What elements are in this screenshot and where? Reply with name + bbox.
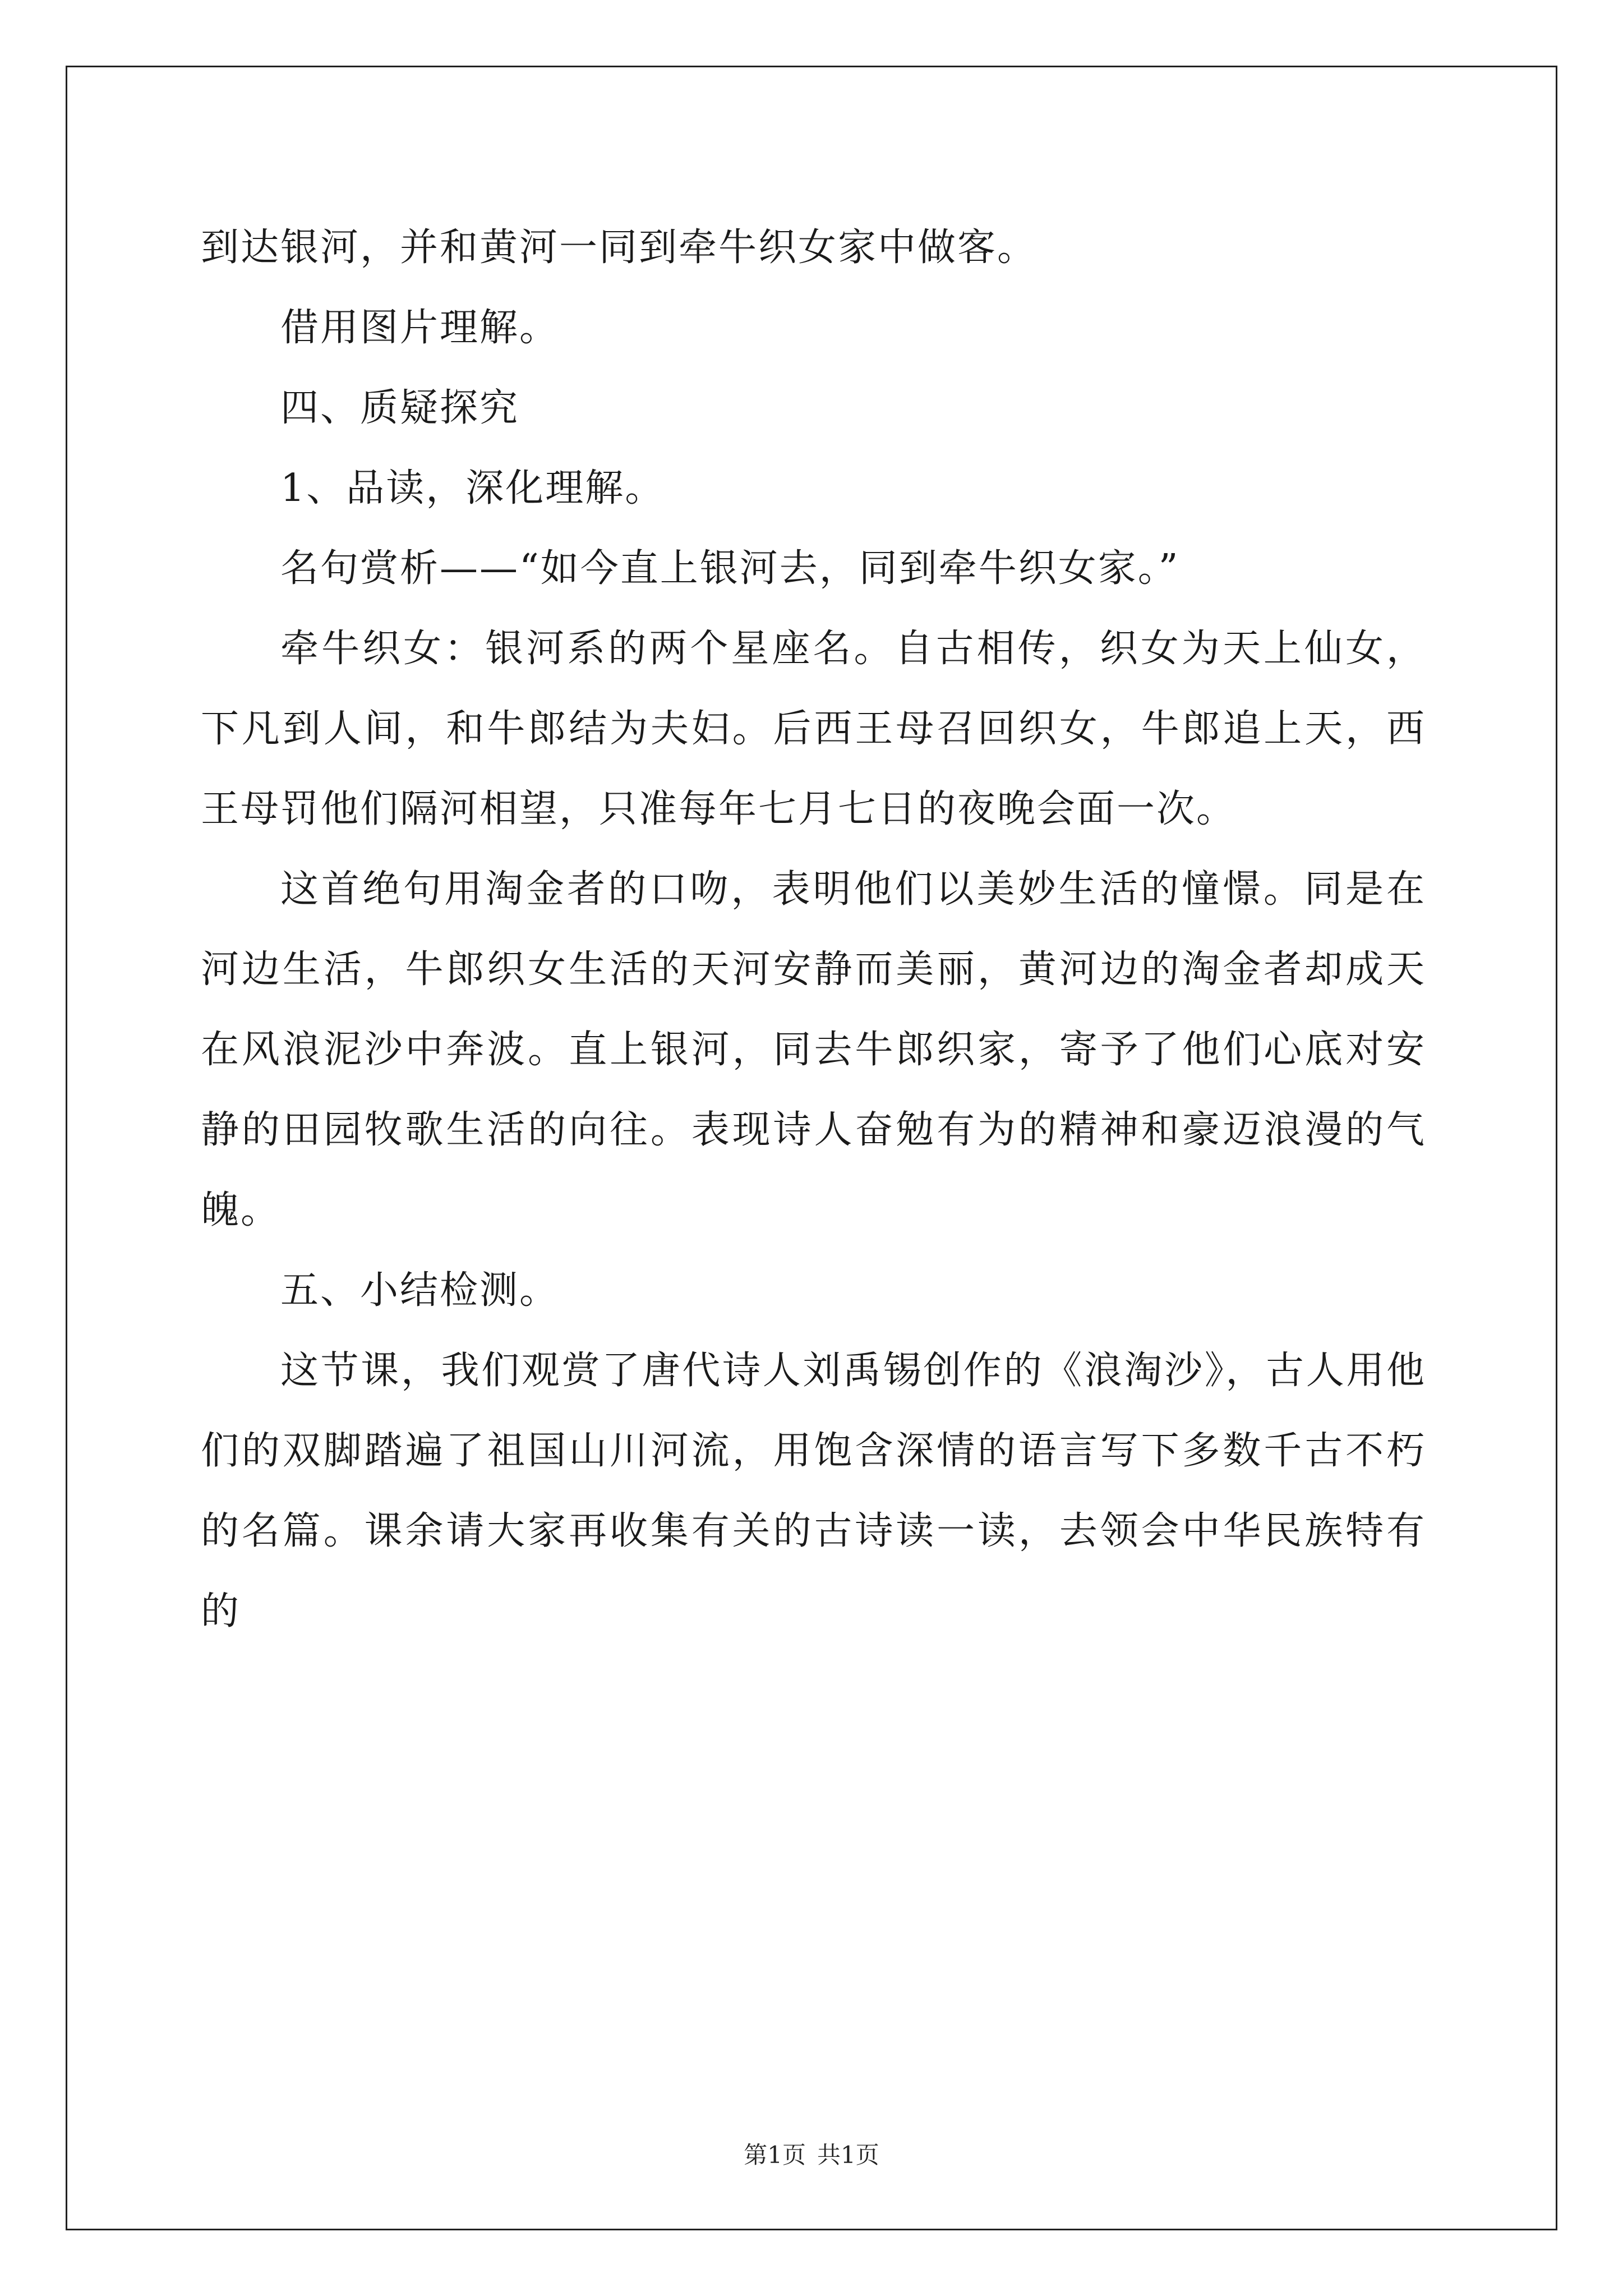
paragraph-quote: 名句赏析——“如今直上银河去，同到牵牛织女家。” [280,546,1180,591]
subheading-1: 1、品读，深化理解。 [280,466,665,510]
paragraph-1: 到达银河，并和黄河一同到牵牛织女家中做客。 [201,226,1038,270]
paragraph-legend: 牵牛织女：银河系的两个星座名。自古相传，织女为天上仙女，下凡到人间，和牛郎结为夫妇。后西王母召回织女，牛郎追上天，西王母罚他们隔河相望，只准每年七月七日的夜晚会面一次。 [201,627,1426,831]
document-body [201,208,1426,1651]
page-footer [0,2138,1623,2172]
paragraph-summary: 这节课，我们观赏了唐代诗人刘禹锡创作的《浪淘沙》，古人用他们的双脚踏遍了祖国山川河流，用饱含深情的语言写下多数千古不朽的名篇。课余请大家再收集有关的古诗读一读，去领会中华民族特有的 [201,1349,1426,1634]
page-total: 共1页 [817,2141,879,2169]
page-number: 第1页 [744,2141,806,2169]
section-heading-4: 四、质疑探究 [280,386,520,430]
paragraph-2: 借用图片理解。 [280,306,560,350]
paragraph-analysis: 这首绝句用淘金者的口吻，表明他们以美妙生活的憧憬。同是在河边生活，牛郎织女生活的天河安静而美丽，黄河边的淘金者却成天在风浪泥沙中奔波。直上银河，同去牛郎织家，寄予了他们心底对安静的田园牧歌生活的向往。表现诗人奋勉有为的精神和豪迈浪漫的气魄。 [201,867,1426,1232]
section-heading-5: 五、小结检测。 [280,1268,560,1313]
